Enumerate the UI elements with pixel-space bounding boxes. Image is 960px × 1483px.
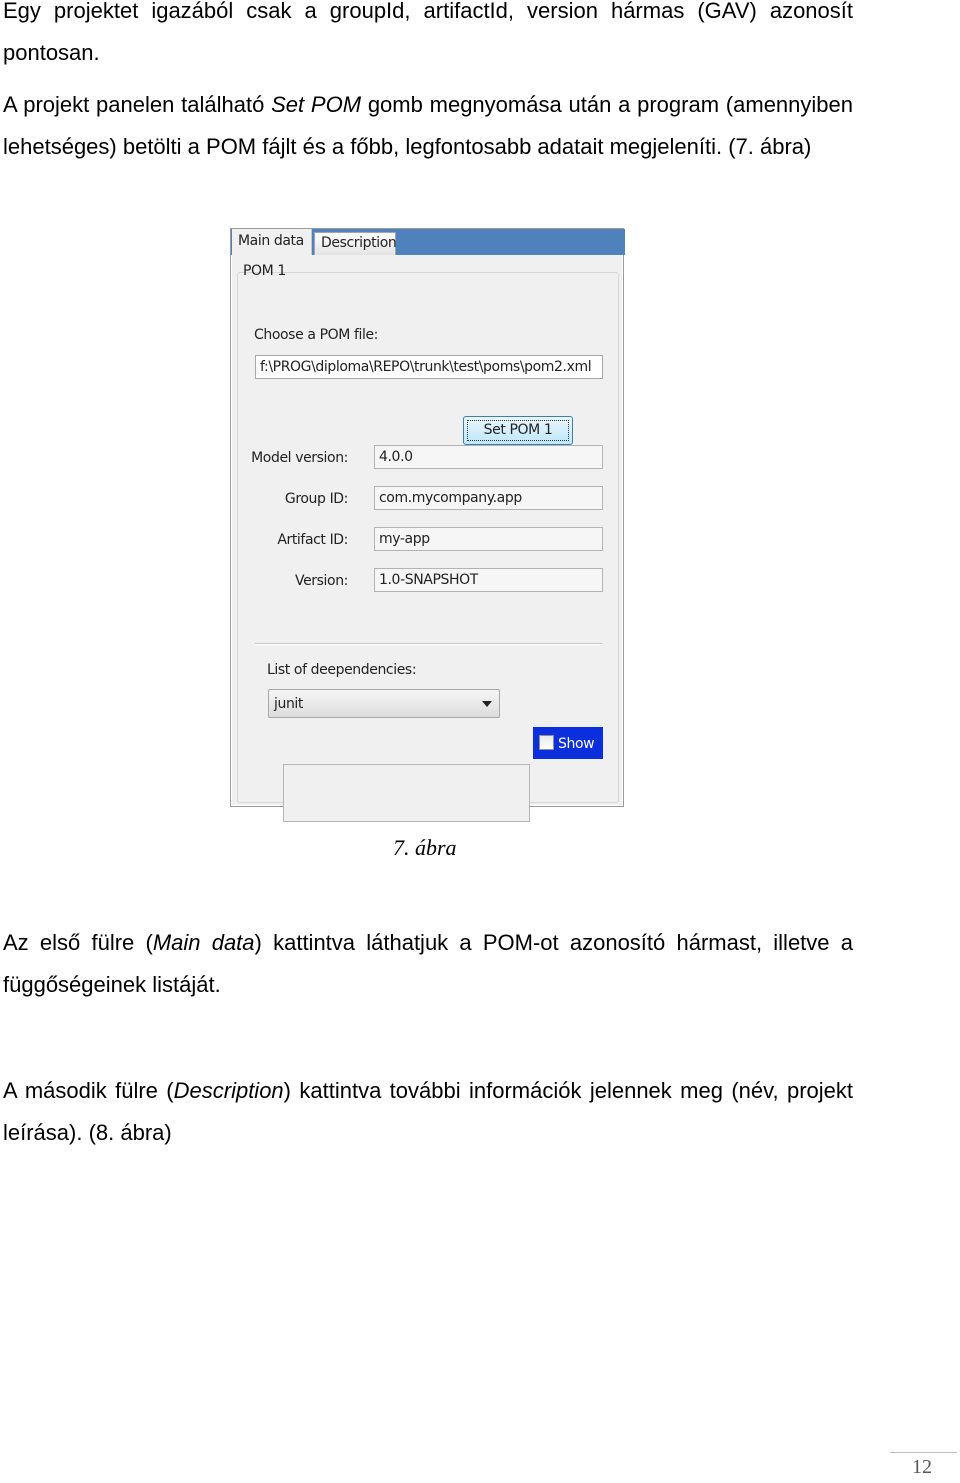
separator	[255, 643, 603, 645]
choose-pom-label: Choose a POM file:	[254, 327, 378, 343]
show-label: Show	[558, 736, 595, 752]
tab-bar	[231, 229, 625, 255]
dependencies-label: List of deependencies:	[267, 662, 417, 678]
set-pom-button-label: Set POM 1	[467, 420, 569, 441]
tab-main-data[interactable]: Main data	[232, 229, 312, 255]
paragraph-gav: Egy projektet igazából csak a groupId, artifactId, version hármas (GAV) azonosít pontosan.	[3, 0, 853, 65]
artifact-id-field[interactable]: my-app	[374, 527, 603, 551]
version-label: Version:	[295, 573, 348, 589]
set-pom-button[interactable]	[463, 416, 573, 445]
checkbox-icon	[539, 735, 554, 750]
dependencies-combo[interactable]	[268, 689, 500, 718]
chevron-down-icon	[482, 701, 492, 707]
emphasis-main-data: Main data	[152, 930, 255, 955]
figure-caption: 7. ábra	[393, 835, 457, 860]
model-version-field[interactable]: 4.0.0	[374, 445, 603, 469]
group-id-label: Group ID:	[284, 491, 348, 507]
paragraph-description	[3, 1070, 853, 1153]
dependency-selected: junit	[274, 696, 304, 712]
paragraph-text: Az első fülre (	[3, 930, 153, 955]
paragraph-text: gomb megnyomása után a program (amennyiben lehetséges) betölti a POM fájlt és a főbb, legfontosabb adatait megjeleníti. (7. ábra)	[3, 92, 853, 159]
group-id-field[interactable]: com.mycompany.app	[374, 486, 603, 510]
paragraph-main-data	[3, 922, 853, 1005]
group-title: POM 1	[243, 263, 286, 279]
pom-panel-screenshot	[230, 228, 624, 807]
tab-description[interactable]: Description	[314, 232, 396, 255]
pom-path-input[interactable]: f:\PROG\diploma\REPO\trunk\test\poms\pom2.xml	[255, 355, 603, 379]
version-field[interactable]: 1.0-SNAPSHOT	[374, 568, 603, 592]
tab-content	[232, 255, 622, 805]
paragraph-set-pom	[3, 84, 853, 167]
page-number-rule	[890, 1452, 957, 1453]
paragraph-text: ) kattintva láthatjuk a POM-ot azonosító hármast, illetve a függőségeinek listáját.	[3, 930, 853, 997]
emphasis-description: Description	[173, 1078, 284, 1103]
emphasis-set-pom: Set POM	[271, 92, 362, 117]
model-version-label: Model version:	[251, 450, 348, 466]
paragraph-text: A második fülre (	[3, 1078, 174, 1103]
paragraph-text: A projekt panelen található	[3, 92, 272, 117]
dependency-details-area[interactable]	[283, 764, 530, 822]
show-checkbox[interactable]	[533, 727, 603, 759]
paragraph-text: ) kattintva további információk jelennek meg (név, projekt leírása). (8. ábra)	[3, 1078, 853, 1145]
page-number: 12	[912, 1456, 932, 1478]
artifact-id-label: Artifact ID:	[277, 532, 348, 548]
